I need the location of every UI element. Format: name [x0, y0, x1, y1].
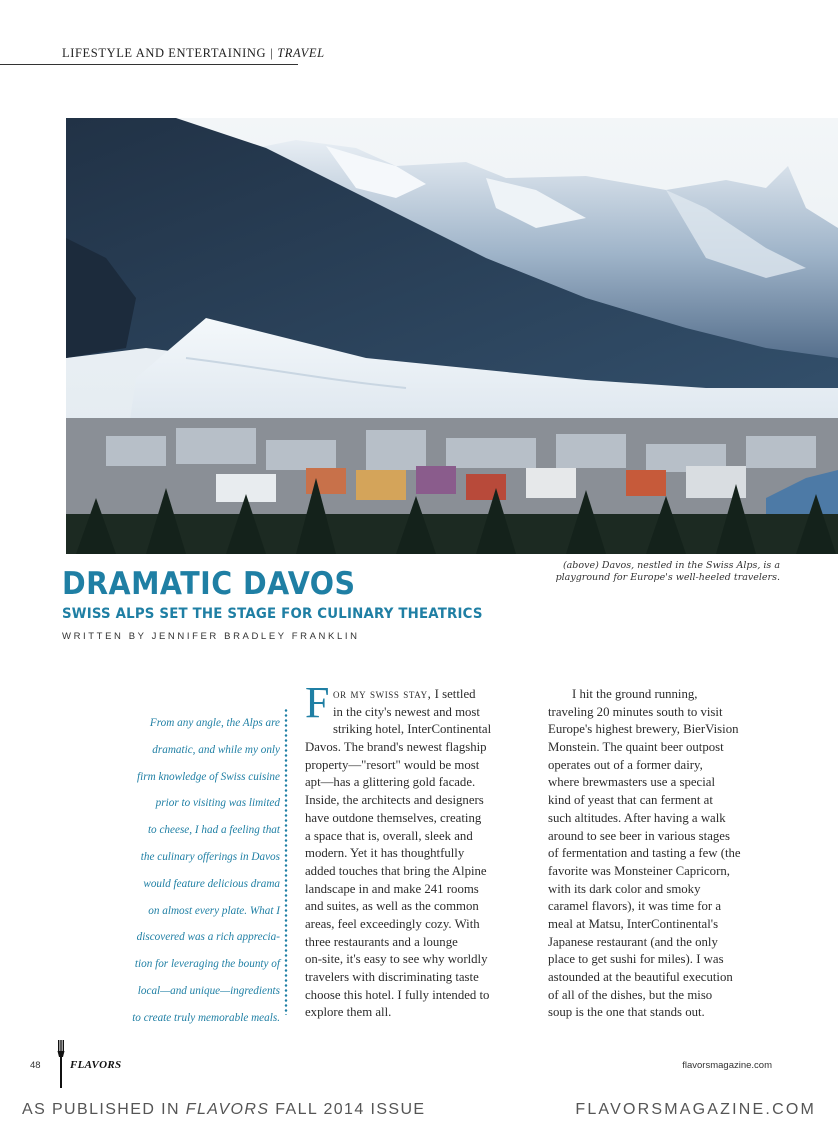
page-number: 48	[30, 1060, 41, 1071]
body-line: modern. Yet it has thoughtfully	[305, 846, 465, 861]
pull-quote-line: to cheese, I had a feeling that	[147, 824, 280, 837]
body-line: place to get sushi for miles). I was	[548, 952, 724, 967]
body-line: with its dark color and smoky	[548, 881, 701, 896]
header-rule	[0, 64, 298, 65]
pull-quote-line: prior to visiting was limited	[155, 797, 280, 810]
body-line: added touches that bring the Alpine	[305, 863, 487, 878]
caption-line: playground for Europe's well-heeled travelers.	[555, 572, 780, 583]
body-line: kind of yeast that can ferment at	[548, 793, 713, 808]
pull-quote-line: tion for leveraging the bounty of	[134, 958, 280, 971]
body-line: traveling 20 minutes south to visit	[548, 704, 723, 719]
body-column-1	[305, 686, 533, 1022]
pull-quote-dotted-border	[284, 708, 288, 1015]
fork-icon	[55, 1040, 67, 1088]
body-line: explore them all.	[305, 1005, 392, 1020]
body-line: property—"resort" would be most	[305, 757, 480, 772]
body-line: travelers with discriminating taste	[305, 970, 479, 984]
body-line: where brewmasters use a special	[548, 775, 715, 790]
pull-quote-line: would feature delicious drama	[143, 877, 280, 890]
body-line: Europe's highest brewery, BierVision	[548, 722, 739, 737]
caption-line: (above) Davos, nestled in the Swiss Alps, is a	[562, 560, 780, 571]
body-line: soup is the one that stands out.	[548, 1005, 705, 1020]
body-line: around to see beer in various stages	[548, 828, 730, 843]
pull-quote-line: to create truly memorable meals.	[132, 1011, 280, 1024]
drop-cap: F	[305, 678, 330, 727]
opening-smallcaps: or my swiss stay,	[333, 687, 432, 701]
body-line: Inside, the architects and designers	[305, 793, 484, 808]
article-byline: WRITTEN BY JENNIFER BRADLEY FRANKLIN	[62, 631, 360, 642]
davos-photo	[66, 118, 838, 554]
pull-quote-line: discovered was a rich apprecia-	[136, 931, 280, 944]
body-line: favorite was Monsteiner Capricorn,	[548, 863, 730, 878]
davos-landscape-illustration	[66, 118, 838, 554]
published-magazine: FLAVORS	[185, 1101, 270, 1118]
body-line: striking hotel, InterContinental	[333, 722, 492, 737]
body-line: choose this hotel. I fully intended to	[305, 987, 490, 1002]
pull-quote-line: firm knowledge of Swiss cuisine	[137, 770, 280, 783]
body-line: on-site, it's easy to see why worldly	[305, 952, 488, 967]
body-line: of all of the dishes, but the miso	[548, 987, 713, 1002]
section-separator: |	[270, 46, 274, 60]
article-title: DRAMATIC DAVOS	[62, 566, 356, 602]
section-name: LIFESTYLE AND ENTERTAINING	[62, 46, 267, 60]
body-line: apt—has a glittering gold facade.	[305, 775, 476, 790]
pull-quote-line: dramatic, and while my only	[152, 743, 280, 756]
body-line: meal at Matsu, InterContinental's	[548, 916, 719, 931]
published-notice	[22, 1101, 426, 1119]
section-label	[62, 46, 325, 61]
article-subtitle: SWISS ALPS SET THE STAGE FOR CULINARY THEATRICS	[62, 606, 483, 622]
body-line: such altitudes. After having a walk	[548, 810, 726, 825]
pull-quote-line: local—and unique—ingredients	[137, 984, 280, 997]
pull-quote-line: the culinary offerings in Davos	[140, 850, 280, 863]
site-link[interactable]: FLAVORSMAGAZINE.COM	[575, 1101, 816, 1118]
body-line: in the city's newest and most	[333, 704, 480, 719]
body-line: have outdone themselves, creating	[305, 810, 482, 825]
pull-quote-line: on almost every plate. What I	[148, 904, 280, 917]
body-line: caramel flavors), it was time for a	[548, 899, 722, 914]
published-suffix: FALL 2014 ISSUE	[269, 1101, 426, 1118]
body-line: of fermentation and tasting a few (the	[548, 846, 741, 861]
body-line: Monstein. The quaint beer outpost	[548, 740, 724, 755]
opening-rest: I settled	[431, 687, 476, 701]
body-line: astounded at the beautiful execution	[548, 970, 733, 984]
body-line: three restaurants and a lounge	[305, 934, 458, 949]
body-line: areas, feel exceedingly cozy. With	[305, 916, 480, 931]
body-line: Japanese restaurant (and the only	[548, 934, 718, 949]
body-line	[305, 686, 533, 704]
body-line: Davos. The brand's newest flagship	[305, 740, 487, 755]
subsection-name: TRAVEL	[277, 46, 325, 60]
body-line: and suites, as well as the common	[305, 899, 479, 914]
photo-caption	[540, 560, 780, 584]
body-line: a space that is, overall, sleek and	[305, 828, 473, 843]
footer-url: flavorsmagazine.com	[682, 1060, 772, 1071]
pull-quote	[100, 710, 280, 1032]
body-line: operates out of a former dairy,	[548, 757, 703, 772]
body-line: landscape in and make 241 rooms	[305, 881, 479, 896]
pull-quote-line: From any angle, the Alps are	[149, 717, 280, 729]
flavors-logo: FLAVORS	[70, 1059, 122, 1071]
body-line: I hit the ground running,	[572, 687, 698, 701]
body-column-2	[548, 686, 778, 1022]
published-prefix: AS PUBLISHED IN	[22, 1101, 186, 1118]
